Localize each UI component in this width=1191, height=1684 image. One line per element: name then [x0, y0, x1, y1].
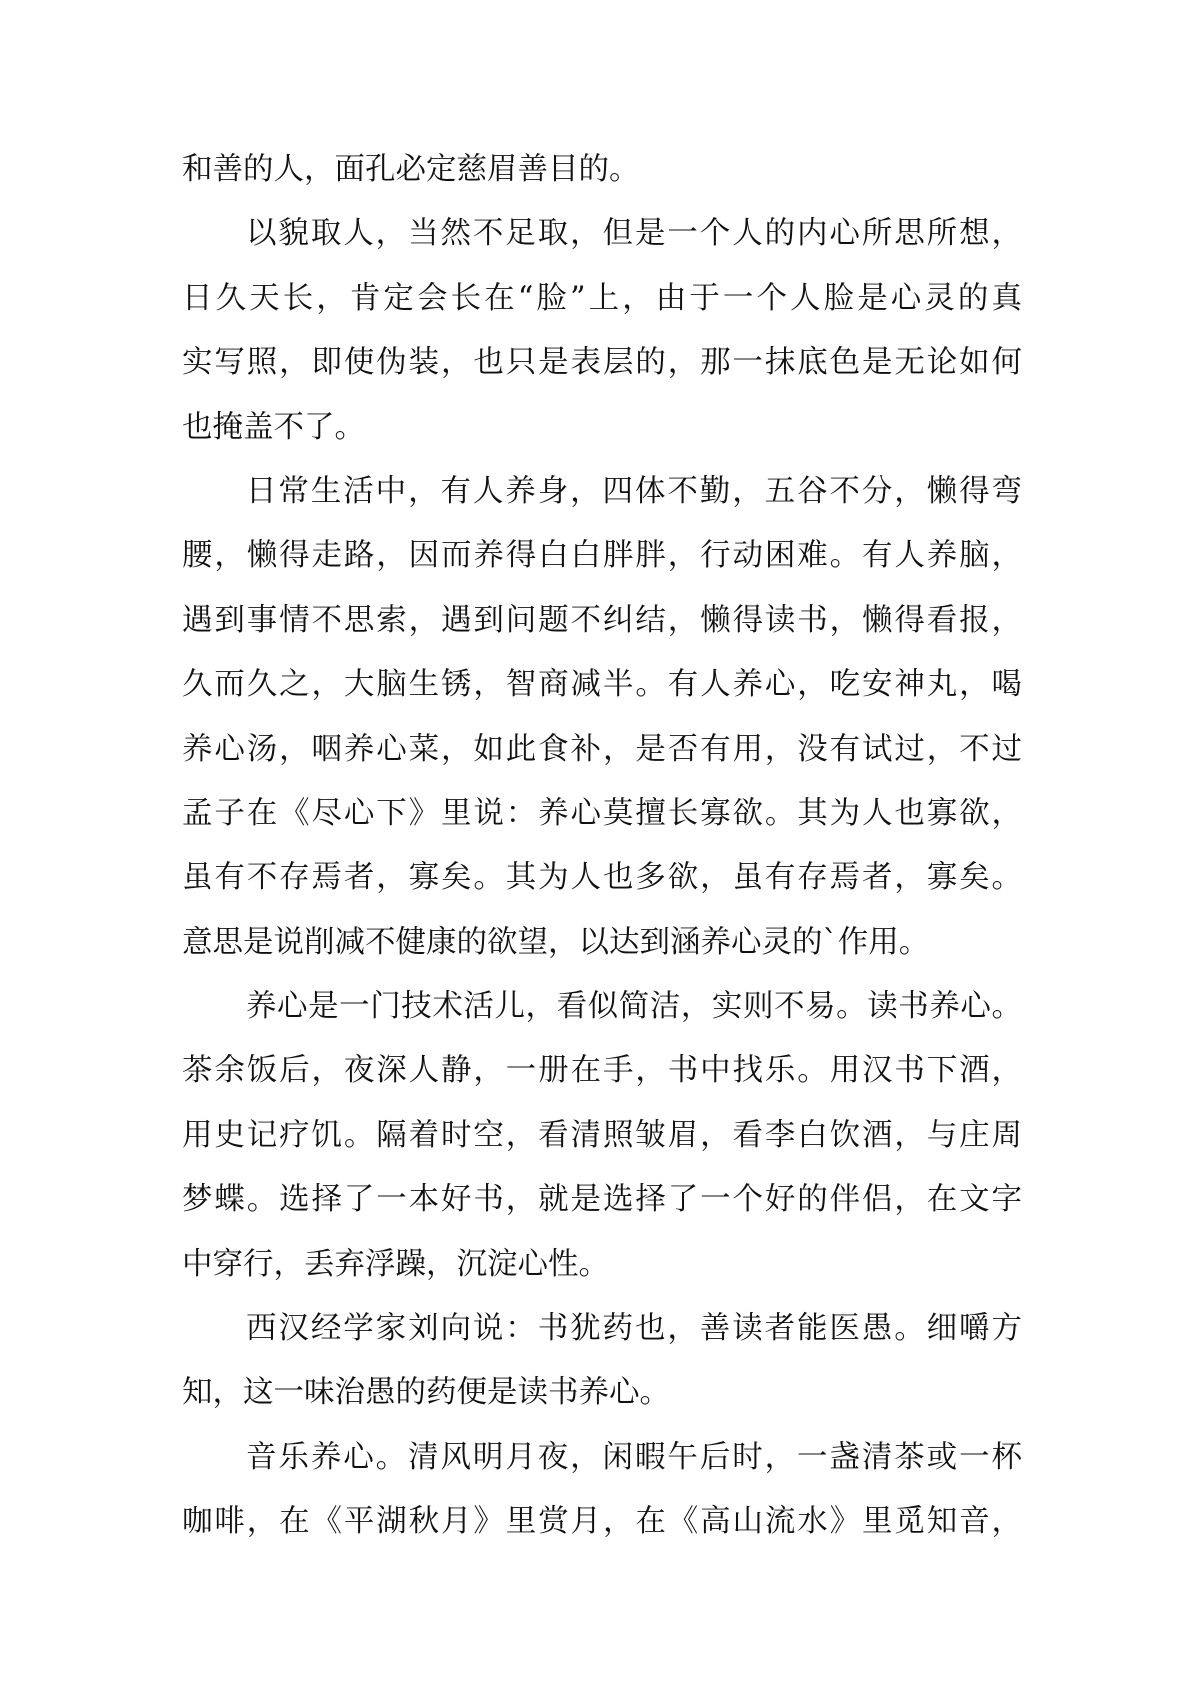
text-line: 和善的人，面孔必定慈眉善目的。 — [182, 152, 640, 187]
text-line: 以貌取人，当然不足取，但是一个人的内心所思所想， — [246, 216, 1022, 252]
text-line: 养心是一门技术活儿，看似简洁，实则不易。读书养心。 — [246, 989, 1022, 1025]
text-line: 虽有不存焉者，寡矣。其为人也多欲，虽有存焉者，寡矣。 — [182, 860, 1022, 896]
text-line: 日久天长，肯定会长在“脸”上，由于一个人脸是心灵的真 — [182, 280, 1022, 316]
text-line: 咖啡，在《平湖秋月》里赏月，在《高山流水》里觅知音， — [182, 1504, 1022, 1540]
text-line: 日常生活中，有人养身，四体不勤，五谷不分，懒得弯 — [246, 473, 1022, 509]
text-line: 用史记疗饥。隔着时空，看清照皱眉，看李白饮酒，与庄周 — [182, 1117, 1022, 1153]
paragraph — [182, 460, 1022, 975]
text-line: 腰，懒得走路，因而养得白白胖胖，行动困难。有人养脑， — [182, 538, 1022, 574]
text-line: 实写照，即使伪装，也只是表层的，那一抹底色是无论如何 — [182, 345, 1022, 381]
text-line: 养心汤，咽养心菜，如此食补，是否有用，没有试过，不过 — [182, 731, 1022, 767]
paragraph — [182, 1426, 1022, 1555]
article-body — [182, 138, 1022, 1555]
text-line: 久而久之，大脑生锈，智商减半。有人养心，吃安神丸，喝 — [182, 667, 1022, 703]
text-line: 音乐养心。清风明月夜，闲暇午后时，一盏清茶或一杯 — [246, 1439, 1022, 1475]
paragraph — [182, 975, 1022, 1297]
paragraph — [182, 202, 1022, 460]
text-line: 意思是说削减不健康的欲望，以达到涵养心灵的`作用。 — [182, 924, 930, 960]
text-line: 中穿行，丢弃浮躁，沉淀心性。 — [182, 1246, 609, 1282]
text-line: 知，这一味治愚的药便是读书养心。 — [182, 1375, 670, 1411]
paragraph — [182, 138, 1022, 202]
text-line: 孟子在《尽心下》里说：养心莫擅长寡欲。其为人也寡欲， — [182, 795, 1022, 831]
paragraph — [182, 1297, 1022, 1426]
text-line: 西汉经学家刘向说：书犹药也，善读者能医愚。细嚼方 — [246, 1311, 1022, 1347]
text-line: 遇到事情不思索，遇到问题不纠结，懒得读书，懒得看报， — [182, 602, 1022, 638]
text-line: 茶余饭后，夜深人静，一册在手，书中找乐。用汉书下酒， — [182, 1053, 1022, 1089]
text-line: 也掩盖不了。 — [182, 409, 365, 445]
text-line: 梦蝶。选择了一本好书，就是选择了一个好的伴侣，在文字 — [182, 1182, 1022, 1218]
